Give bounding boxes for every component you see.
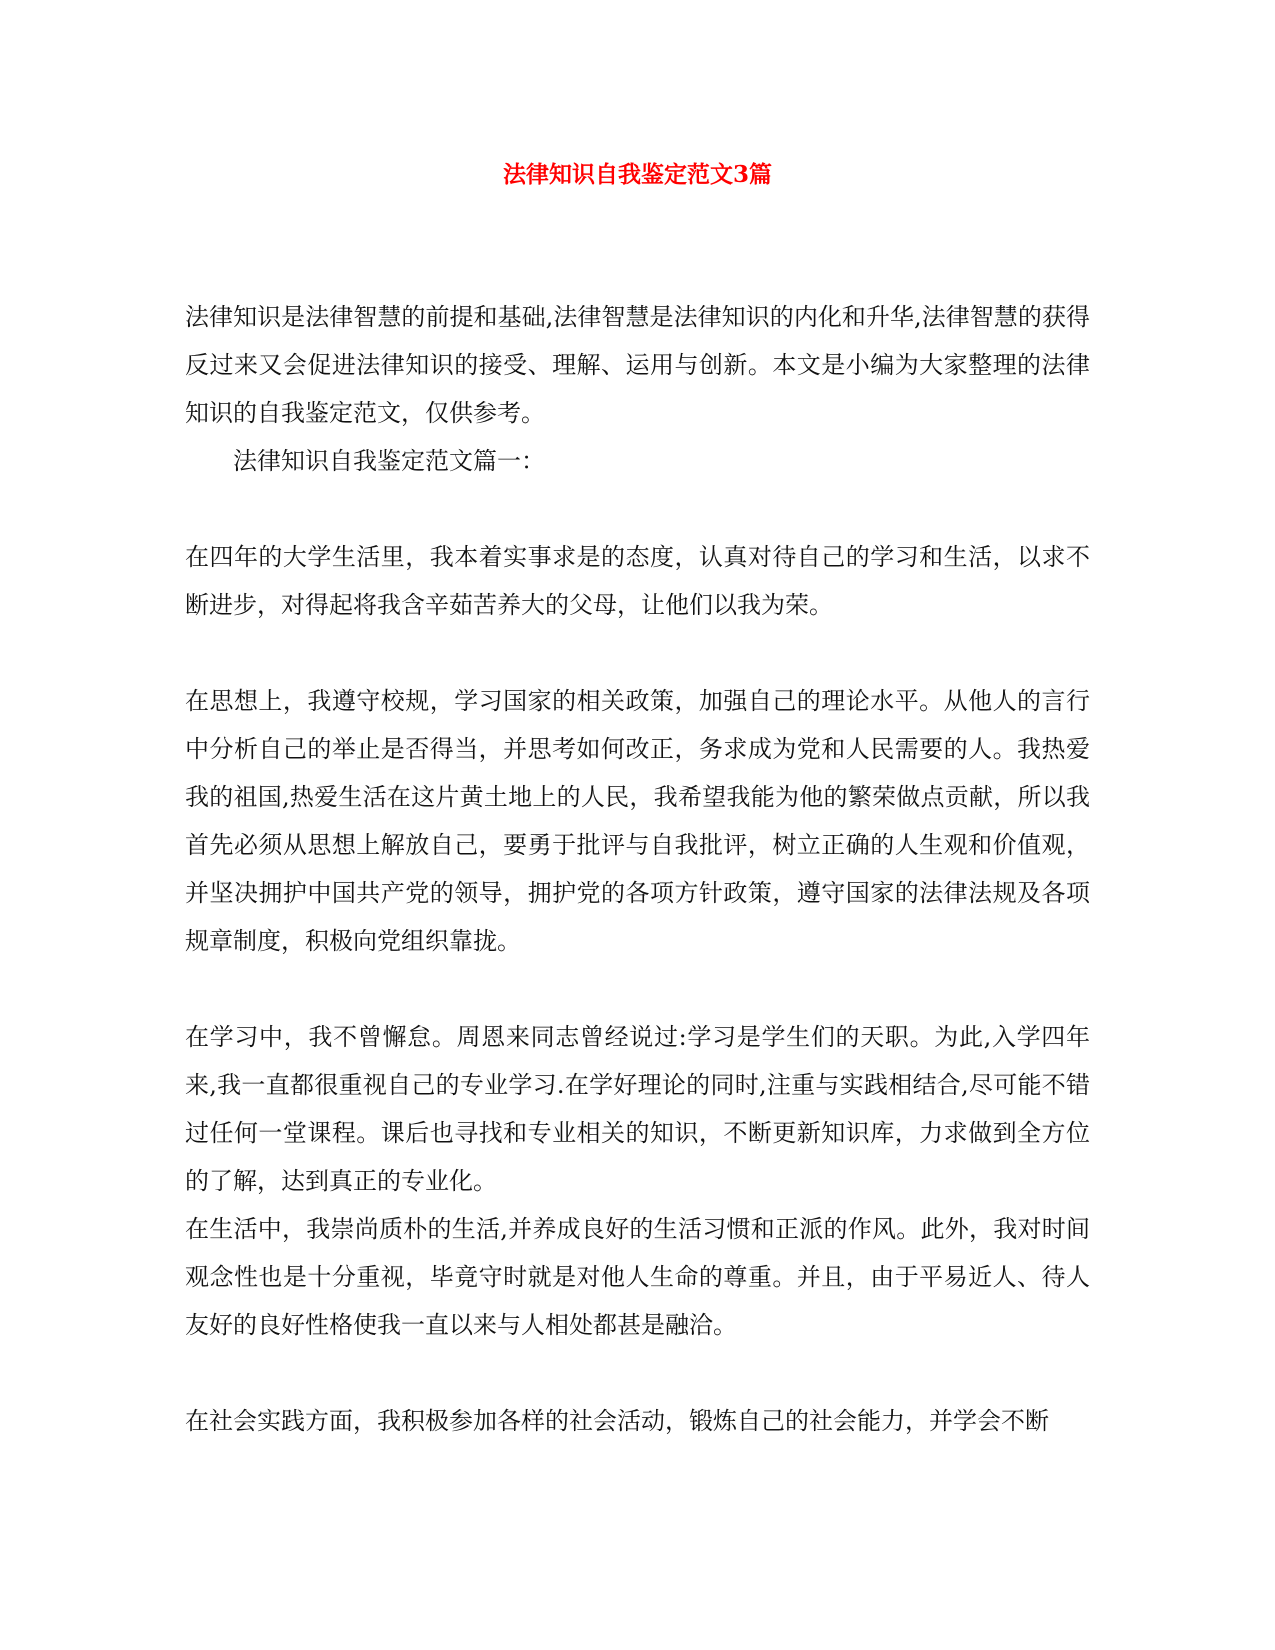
section-heading: 法律知识自我鉴定范文篇一： (233, 447, 545, 475)
intro-paragraph: 法律知识是法律智慧的前提和基础,法律智慧是法律知识的内化和升华,法律智慧的获得反过来又会促进法律知识的接受、理解、运用与创新。本文是小编为大家整理的法律知识的自我鉴定范文，仅供参考。 (185, 303, 1090, 427)
body-paragraph: 在社会实践方面，我积极参加各样的社会活动，锻炼自己的社会能力，并学会不断 (185, 1407, 1049, 1435)
body-paragraph: 在思想上，我遵守校规，学习国家的相关政策，加强自己的理论水平。从他人的言行中分析自己的举止是否得当，并思考如何改正，务求成为党和人民需要的人。我热爱我的祖国,热爱生活在这片黄土地上的人民，我希望我能为他的繁荣做点贡献，所以我首先必须从思想上解放自己，要勇于批评与自我批评，树立正确的人生观和价值观，并坚决拥护中国共产党的领导，拥护党的各项方针政策，遵守国家的法律法规及各项规章制度，积极向党组织靠拢。 (185, 687, 1090, 955)
document-body (185, 293, 1090, 1445)
body-paragraph: 在四年的大学生活里，我本着实事求是的态度，认真对待自己的学习和生活，以求不断进步，对得起将我含辛茹苦养大的父母，让他们以我为荣。 (185, 543, 1090, 619)
body-paragraph: 在学习中，我不曾懈怠。周恩来同志曾经说过:学习是学生们的天职。为此,入学四年来,我一直都很重视自己的专业学习.在学好理论的同时,注重与实践相结合,尽可能不错过任何一堂课程。课后也寻找和专业相关的知识，不断更新知识库，力求做到全方位的了解，达到真正的专业化。 (185, 1023, 1090, 1195)
body-paragraph: 在生活中，我崇尚质朴的生活,并养成良好的生活习惯和正派的作风。此外，我对时间观念性也是十分重视，毕竟守时就是对他人生命的尊重。并且，由于平易近人、待人友好的良好性格使我一直以来与人相处都甚是融洽。 (185, 1215, 1090, 1339)
document-title: 法律知识自我鉴定范文3篇 (502, 161, 772, 188)
